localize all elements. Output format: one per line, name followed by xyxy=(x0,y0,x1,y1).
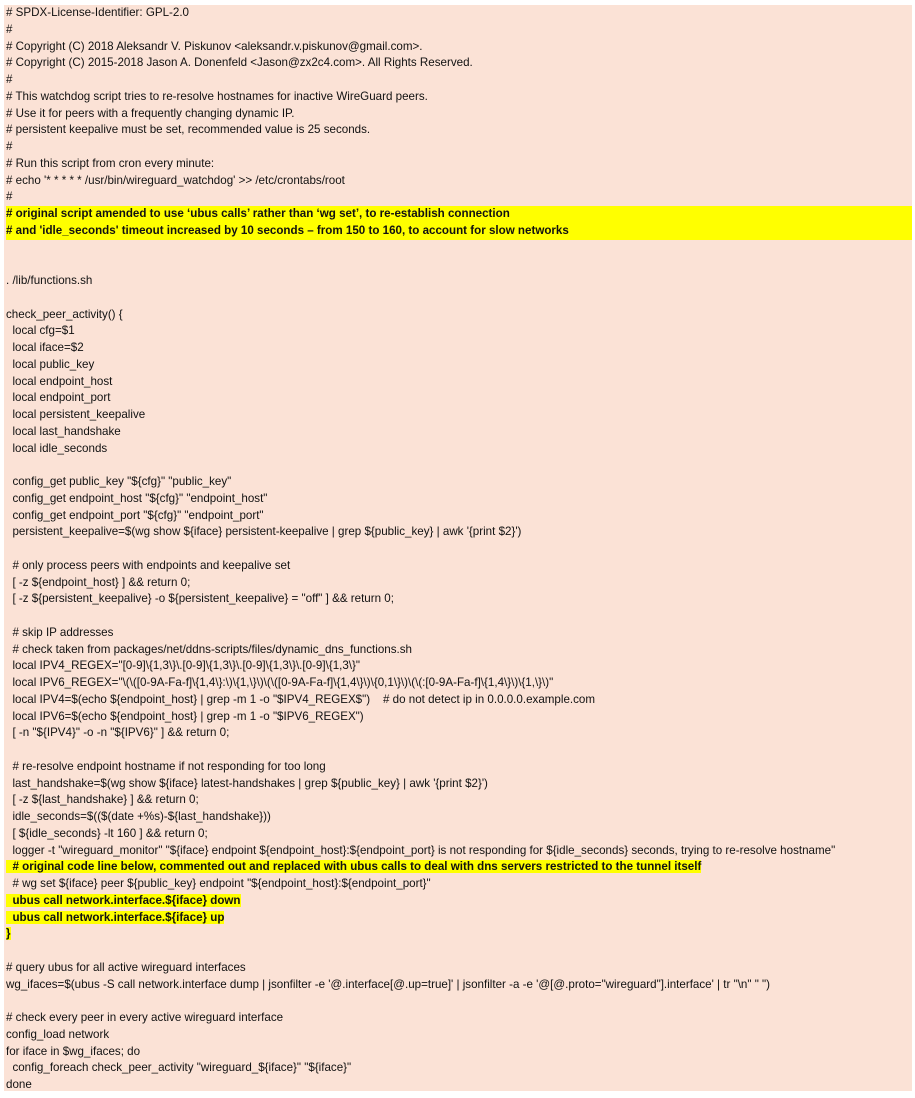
code-line: config_get endpoint_port "${cfg}" "endpoint_port" xyxy=(6,508,264,522)
code-line: # This watchdog script tries to re-resolve hostnames for inactive WireGuard peers. xyxy=(6,89,428,103)
code-line: # and 'idle_seconds' timeout increased by 10 seconds – from 150 to 160, to account for slow networks xyxy=(6,223,912,240)
code-line xyxy=(6,859,912,876)
code-line: # xyxy=(6,140,13,153)
code-line: # wg set ${iface} peer ${public_key} endpoint "${endpoint_host}:${endpoint_port}" xyxy=(6,877,431,890)
code-line: config_get public_key "${cfg}" "public_key" xyxy=(6,475,232,488)
code-line xyxy=(6,943,912,960)
code-line: for iface in $wg_ifaces; do xyxy=(6,1044,141,1058)
code-line: persistent_keepalive=$(wg show ${iface} persistent-keepalive | grep ${public_key} | awk '{print $2}') xyxy=(6,525,522,539)
highlighted-code: # original code line below, commented out and replaced with ubus calls to deal with dns servers restricted to the tunnel itself xyxy=(6,860,702,874)
script-listing xyxy=(6,5,912,1094)
document-page xyxy=(4,5,912,1091)
code-line xyxy=(6,240,912,257)
code-line: . /lib/functions.sh xyxy=(6,274,93,287)
code-line: # original script amended to use ‘ubus calls’ rather than ‘wg set’, to re-establish connection xyxy=(6,206,912,223)
code-line: # Run this script from cron every minute: xyxy=(6,156,215,170)
code-line: # re-resolve endpoint hostname if not responding for too long xyxy=(6,759,326,773)
code-line: [ -n "${IPV4}" -o -n "${IPV6}" ] && return 0; xyxy=(6,726,230,740)
code-line xyxy=(6,910,912,927)
code-line: local iface=$2 xyxy=(6,341,84,354)
code-line xyxy=(6,926,912,943)
code-line: # echo '* * * * * /usr/bin/wireguard_watchdog' >> /etc/crontabs/root xyxy=(6,173,345,187)
code-line: check_peer_activity() { xyxy=(6,307,123,321)
code-line: # Copyright (C) 2018 Aleksandr V. Piskunov <aleksandr.v.piskunov@gmail.com>. xyxy=(6,39,423,53)
code-line: local IPV6=$(echo ${endpoint_host} | grep -m 1 -o "$IPV6_REGEX") xyxy=(6,709,364,723)
code-line: [ ${idle_seconds} -lt 160 ] && return 0; xyxy=(6,826,208,840)
code-line: local endpoint_host xyxy=(6,374,113,388)
code-line: # check taken from packages/net/ddns-scripts/files/dynamic_dns_functions.sh xyxy=(6,642,412,656)
code-line: # check every peer in every active wireguard interface xyxy=(6,1011,284,1024)
code-line: # query ubus for all active wireguard interfaces xyxy=(6,960,246,974)
code-line: last_handshake=$(wg show ${iface} latest-handshakes | grep ${public_key} | awk '{print $2}') xyxy=(6,776,488,790)
code-line: # xyxy=(6,73,13,86)
code-line: local IPV4=$(echo ${endpoint_host} | grep -m 1 -o "$IPV4_REGEX$") # do not detect ip in 0.0.0.0.example.com xyxy=(6,692,596,706)
code-line: config_load network xyxy=(6,1027,110,1041)
code-line: idle_seconds=$(($(date +%s)-${last_handshake})) xyxy=(6,810,271,823)
code-line: [ -z ${endpoint_host} ] && return 0; xyxy=(6,575,191,589)
code-line: local endpoint_port xyxy=(6,391,111,405)
code-line: local public_key xyxy=(6,357,95,371)
code-line: config_get endpoint_host "${cfg}" "endpoint_host" xyxy=(6,491,268,505)
code-line xyxy=(6,541,912,558)
code-line: local cfg=$1 xyxy=(6,324,75,338)
code-line xyxy=(6,457,912,474)
code-line: local IPV6_REGEX="\(\([0-9A-Fa-f]\{1,4\}:\)\{1,\}\)\(\([0-9A-Fa-f]\{1,4\}\)\{0,1\}\)\(\(:[0-9A-Fa-f]\{1,4\}\)\{1,\}\)" xyxy=(6,676,554,689)
code-line: # Copyright (C) 2015-2018 Jason A. Donenfeld <Jason@zx2c4.com>. All Rights Reserved. xyxy=(6,56,473,70)
code-line: # persistent keepalive must be set, recommended value is 25 seconds. xyxy=(6,123,371,137)
code-line: # skip IP addresses xyxy=(6,625,114,639)
code-line: wg_ifaces=$(ubus -S call network.interface dump | jsonfilter -e '@.interface[@.up=true]' | jsonfilter -a -e '@[@.proto="wireguard"].interface' | tr "\n" " ") xyxy=(6,977,771,991)
code-line xyxy=(6,993,912,1010)
code-line: logger -t "wireguard_monitor" "${iface} endpoint ${endpoint_host}:${endpoint_port} is not responding for ${idle_seconds} seconds, trying to re-resolve hostname" xyxy=(6,843,836,857)
code-line: done xyxy=(6,1078,32,1091)
code-line: # xyxy=(6,190,13,204)
highlighted-code: ubus call network.interface.${iface} down xyxy=(6,893,241,907)
highlighted-code: } xyxy=(6,927,11,941)
code-line: [ -z ${persistent_keepalive} -o ${persistent_keepalive} = "off" ] && return 0; xyxy=(6,592,394,606)
code-line xyxy=(6,742,912,759)
code-line xyxy=(6,608,912,625)
code-line: config_foreach check_peer_activity "wireguard_${iface}" "${iface}" xyxy=(6,1061,352,1075)
code-line: # only process peers with endpoints and keepalive set xyxy=(6,558,291,572)
code-line: local IPV4_REGEX="[0-9]\{1,3\}\.[0-9]\{1,3\}\.[0-9]\{1,3\}\.[0-9]\{1,3\}" xyxy=(6,659,361,673)
code-line xyxy=(6,290,912,307)
code-line xyxy=(6,256,912,273)
code-line: local persistent_keepalive xyxy=(6,408,146,421)
code-line: # SPDX-License-Identifier: GPL-2.0 xyxy=(6,6,190,19)
code-line: # Use it for peers with a frequently changing dynamic IP. xyxy=(6,106,295,120)
code-line: [ -z ${last_handshake} ] && return 0; xyxy=(6,793,199,807)
code-line xyxy=(6,893,912,910)
highlighted-code: ubus call network.interface.${iface} up xyxy=(6,910,225,924)
code-line: local last_handshake xyxy=(6,424,121,438)
code-line: local idle_seconds xyxy=(6,441,108,455)
code-line: # xyxy=(6,22,13,36)
